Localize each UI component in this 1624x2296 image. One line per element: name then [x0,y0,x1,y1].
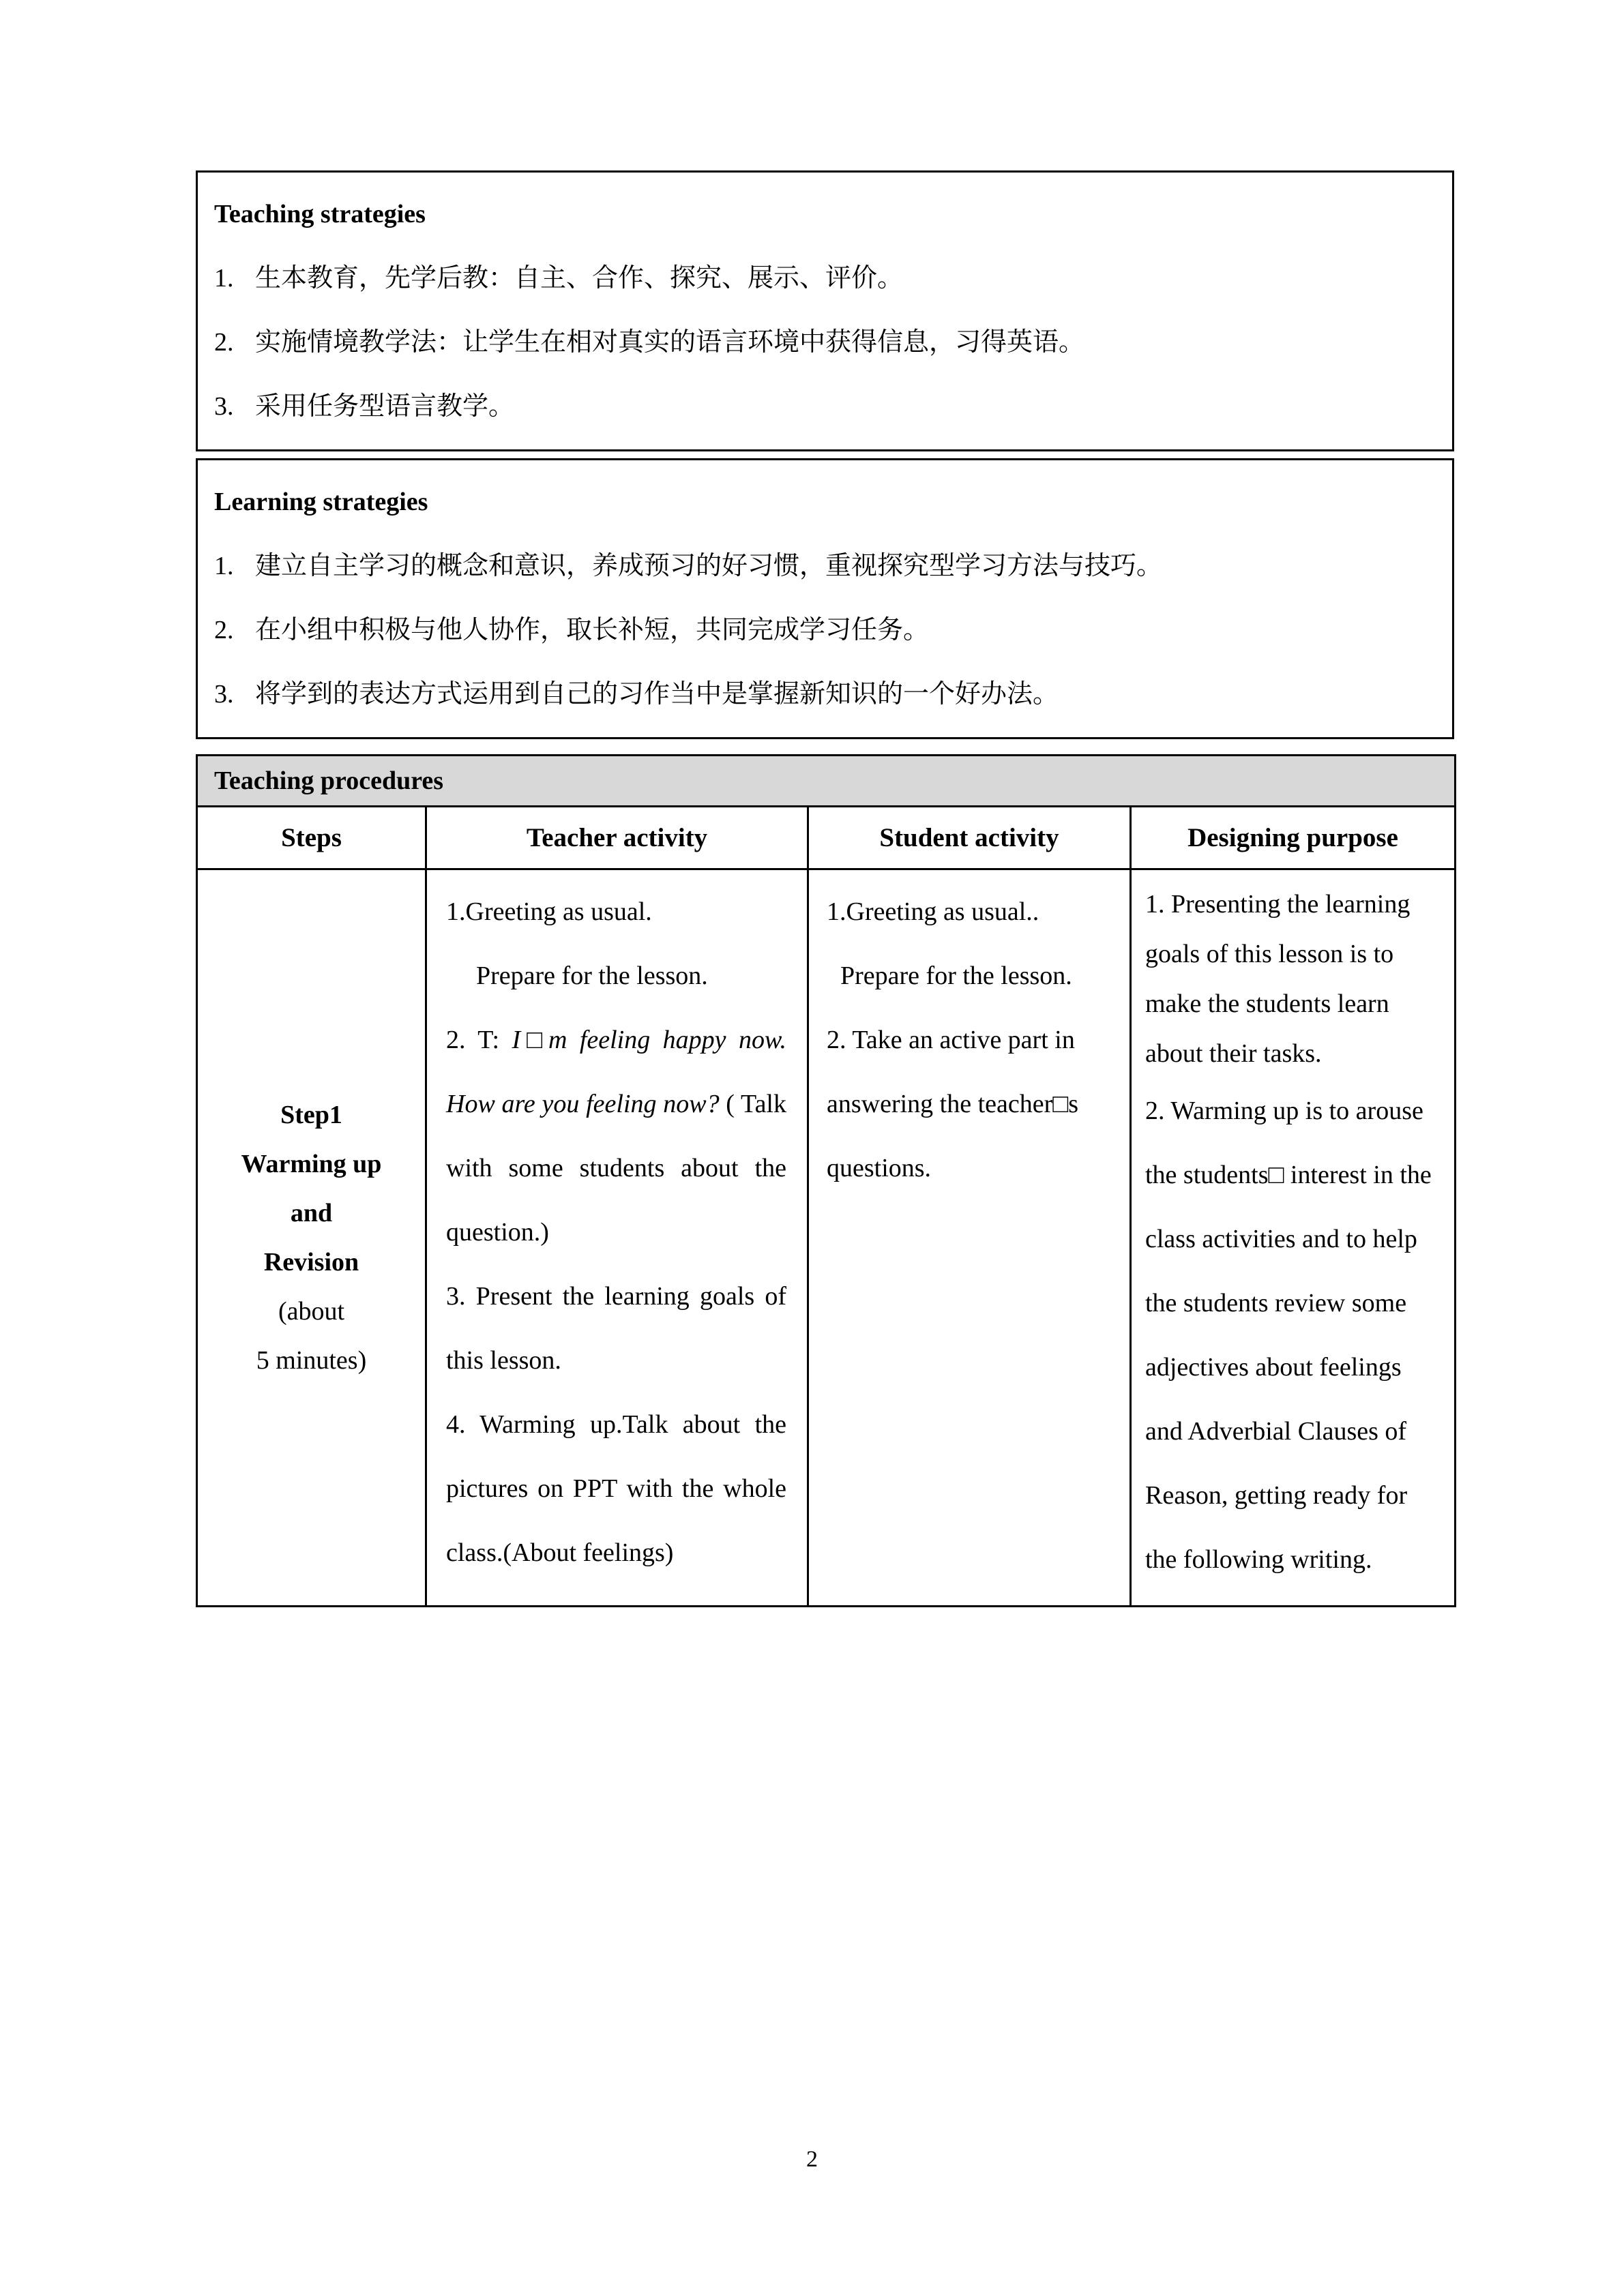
page-number: 2 [806,2147,818,2172]
item-text: 实施情境教学法：让学生在相对真实的语言环境中获得信息，习得英语。 [255,328,1085,357]
page-content [196,170,1454,1607]
learning-strategies-box [196,458,1454,739]
item-number: 3. [214,392,234,421]
column-header-designing-purpose: Designing purpose [1131,807,1456,869]
procedures-title-row [197,756,1456,807]
designing-purpose-paragraph: 1. Presenting the learning goals of this lesson is to make the students learn about their tasks. [1145,890,1411,1068]
item-text: 将学到的表达方式运用到自己的习作当中是掌握新知识的一个好办法。 [255,680,1059,709]
learning-strategies-item [214,662,1432,726]
teacher-activity-paragraph: 3. Present the learning goals of this lesson. [446,1282,786,1375]
designing-purpose-paragraph: 2. Warming up is to arouse the students□ interest in the class activities and to help the students review some adjectives about feelings and Adverbial Clauses of Reason, getting ready for the following writing. [1145,1097,1432,1574]
teacher-dialogue-note: ( Talk with some students about the question.) [446,1090,786,1247]
item-text: 建立自主学习的概念和意识，养成预习的好习惯，重视探究型学习方法与技巧。 [255,552,1163,580]
teacher-dialogue-italic: I□m feeling happy now. How are you feeling now? [446,1026,786,1118]
teaching-strategies-item [214,310,1432,374]
step-title: Step1 [280,1101,342,1129]
student-activity-cell [808,869,1131,1607]
learning-strategies-title: Learning strategies [214,488,428,516]
item-text: 采用任务型语言教学。 [255,392,515,421]
item-text: 生本教育，先学后教：自主、合作、探究、展示、评价。 [255,264,904,293]
teaching-strategies-title: Teaching strategies [214,200,426,228]
teaching-procedures-table [196,754,1456,1607]
teacher-dialogue-prefix: 2. T: [446,1026,512,1054]
column-header-steps: Steps [197,807,426,869]
teacher-activity-paragraph [446,1008,786,1264]
teaching-strategies-item [214,374,1432,438]
procedures-header-row [197,807,1456,869]
item-text: 在小组中积极与他人协作，取长补短，共同完成学习任务。 [255,616,930,644]
teacher-activity-paragraph: 1.Greeting as usual. [446,897,652,926]
designing-purpose-cell [1131,869,1456,1607]
item-number: 3. [214,680,234,709]
step-title-line: Revision [263,1248,359,1277]
item-number: 2. [214,328,234,357]
item-number: 1. [214,552,234,580]
step-duration-line: (about [278,1297,345,1326]
learning-strategies-item [214,534,1432,598]
step-title-line: and [290,1199,333,1227]
learning-strategies-item [214,598,1432,662]
student-activity-paragraph: 2. Take an active part in answering the teacher□s questions. [827,1026,1079,1182]
step-title-line: Warming up [241,1150,382,1178]
teacher-activity-paragraph: 4. Warming up.Talk about the pictures on PPT with the whole class.(About feelings) [446,1410,786,1567]
teacher-activity-paragraph: Prepare for the lesson. [476,961,708,990]
teacher-activity-cell [426,869,808,1607]
step-duration-line: 5 minutes) [256,1346,367,1375]
column-header-teacher-activity: Teacher activity [426,807,808,869]
teaching-strategies-box [196,170,1454,451]
student-activity-paragraph: Prepare for the lesson. [840,961,1072,990]
procedures-row-step1 [197,869,1456,1607]
teaching-procedures-header: Teaching procedures [197,756,1456,807]
column-header-student-activity: Student activity [808,807,1131,869]
teaching-strategies-item [214,246,1432,310]
item-number: 1. [214,264,234,293]
steps-cell [197,869,426,1607]
item-number: 2. [214,616,234,644]
student-activity-paragraph: 1.Greeting as usual.. [827,897,1039,926]
